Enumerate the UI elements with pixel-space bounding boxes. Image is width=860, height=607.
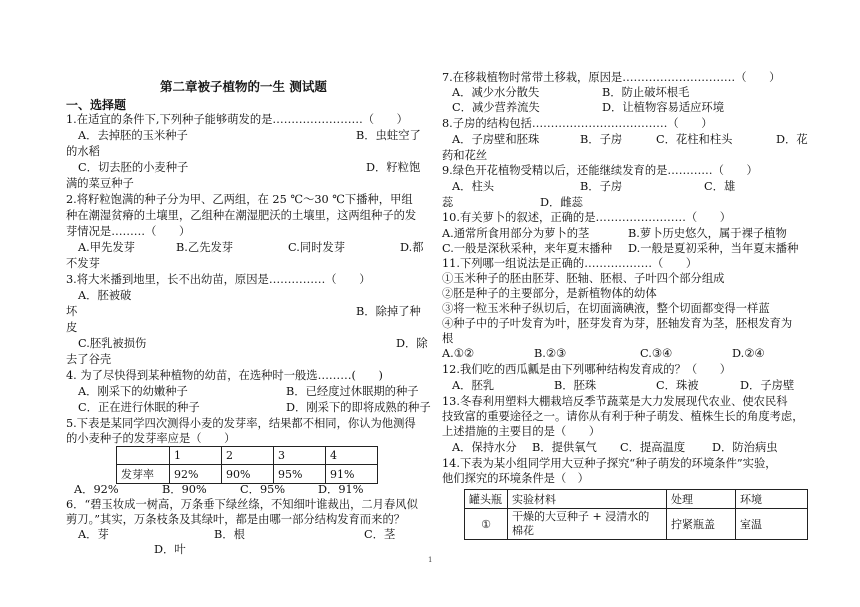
q2-option-a: A.甲先发芽	[78, 241, 135, 254]
table-cell: 95%	[274, 465, 326, 484]
q2-stem-1: 2.将籽粒饱满的种子分为甲、乙两组，在 25 ℃～30 ℃下播种，甲组	[66, 193, 413, 206]
q11-option-d: D.②④	[732, 347, 765, 360]
table-cell: 91%	[326, 465, 378, 484]
q7-option-c: C．减少营养流失	[452, 101, 540, 114]
q8-option-d-cont: 药和花丝	[442, 149, 488, 162]
q3-option-c: C.胚乳被损伤	[78, 337, 147, 350]
q5-stem-2: 的小麦种子的发芽率应是（ ）	[66, 432, 236, 445]
q11-stem: 11.下列哪一组说法是正确的………………（ ）	[442, 257, 698, 270]
q2-option-b: B.乙先发芽	[176, 241, 234, 254]
q6-stem-1: 6．“碧玉妆成一树高，万条垂下绿丝绦，不知细叶谁裁出，二月春风似	[66, 498, 418, 511]
q11-statement-3: ③将一粒玉米种子纵切后，在切面滴碘液，整个切面都变得一样蓝	[442, 302, 770, 315]
q5-option-c: C．95%	[240, 483, 286, 496]
q10-option-b: B.萝卜历史悠久，属于裸子植物	[628, 227, 787, 240]
table-cell: 罐头瓶	[465, 490, 508, 509]
table-row	[117, 465, 378, 484]
q6-option-a: A．芽	[78, 528, 109, 541]
q13-stem-1: 13.冬春利用塑料大棚栽培反季节蔬菜是大力发展现代农业、使农民科	[442, 395, 788, 408]
q5-option-a: A．92%	[74, 483, 119, 496]
q7-option-b: B．防止破坏根毛	[602, 86, 690, 99]
q7-option-a: A．减少水分散失	[452, 86, 540, 99]
q2-stem-3: 芽情况是………（ ）	[66, 225, 191, 238]
q3-option-a: A．胚被破	[78, 289, 132, 302]
q9-option-b: B．子房	[580, 180, 623, 193]
table-cell: 2	[222, 447, 274, 465]
q8-stem: 8.子房的结构包括………………………………（ ）	[442, 117, 713, 130]
q3-option-b-cont: 皮	[66, 321, 78, 334]
q1-option-b: B．虫蛀空了	[356, 129, 421, 142]
q6-option-d: D．叶	[154, 543, 186, 556]
q13-option-b: B．提供氧气	[532, 441, 597, 454]
q6-option-c: C．茎	[364, 528, 396, 541]
q13-stem-3: 上述措施的主要目的是（ ）	[442, 425, 601, 438]
q5-option-b: B．90%	[162, 483, 207, 496]
table-cell	[508, 509, 667, 540]
q9-option-c: C．雄	[704, 180, 736, 193]
q4-option-b: B．已经度过休眠期的种子	[286, 385, 419, 398]
q5-stem-1: 5.下表是某同学四次测得小麦的发芽率，结果都不相同，你认为他测得	[66, 417, 416, 430]
table-cell: 3	[274, 447, 326, 465]
q7-option-d: D．让植物容易适应环境	[602, 101, 725, 114]
table-cell: 室温	[736, 509, 808, 540]
table-row	[465, 490, 808, 509]
q9-stem: 9.绿色开花植物受精以后，还能继续发育的是…………（ ）	[442, 164, 758, 177]
q1-stem: 1.在适宜的条件下,下列种子能够萌发的是……………………（ ）	[66, 113, 408, 126]
q7-stem: 7.在移栽植物时常带土移栽，原因是…………………………（ ）	[442, 71, 781, 84]
q3-option-d-cont: 去了谷壳	[66, 353, 112, 366]
q4-stem: 4. 为了尽快得到某种植物的幼苗，在选种时一般选………( )	[66, 369, 383, 382]
q3-option-d: D．除	[396, 337, 428, 350]
q6-stem-2: 剪刀。”其实，万条枝条及其绿叶，都是由哪一部分结构发育而来的？	[66, 513, 406, 526]
material-line-2: 棉花	[512, 524, 534, 537]
table-cell: 90%	[222, 465, 274, 484]
q8-option-d: D．花	[776, 133, 808, 146]
q1-option-a: A．去掉胚的玉米种子	[78, 129, 188, 142]
q9-option-c-cont: 蕊	[442, 196, 454, 209]
table-cell: 拧紧瓶盖	[667, 509, 736, 540]
table-cell: 环境	[736, 490, 808, 509]
section-heading: 一、选择题	[66, 98, 127, 112]
q8-option-b: B．子房	[580, 133, 623, 146]
q12-option-b: B．胚珠	[554, 379, 597, 392]
table-row	[117, 447, 378, 465]
q9-option-a: A．柱头	[452, 180, 495, 193]
table-row	[465, 509, 808, 540]
table-cell: 处理	[667, 490, 736, 509]
q8-option-c: C．花柱和柱头	[656, 133, 733, 146]
material-line-1: 干燥的大豆种子 + 浸清水的	[512, 510, 650, 523]
q2-option-d: D.都	[400, 241, 424, 254]
table-cell: ①	[465, 509, 508, 540]
table-cell: 发芽率	[117, 465, 170, 484]
q14-stem-1: 14.下表为某小组同学用大豆种子探究“种子萌发的环境条件”实验，	[442, 457, 777, 470]
q11-statement-1: ①玉米种子的胚由胚芽、胚轴、胚根、子叶四个部分组成	[442, 272, 725, 285]
q12-stem: 12.我们吃的西瓜瓤是由下列哪种结构发育成的？（ ）	[442, 363, 732, 376]
q1-option-d-cont: 满的菜豆种子	[66, 177, 134, 190]
table-cell	[117, 447, 170, 465]
q4-option-c: C．正在进行休眠的种子	[78, 401, 200, 414]
q12-option-c: C．珠被	[656, 379, 699, 392]
q3-option-b: B．除掉了种	[356, 305, 421, 318]
q5-option-d: D．91%	[318, 483, 364, 496]
q12-option-a: A．胚乳	[452, 379, 495, 392]
q11-option-a: A.①②	[442, 347, 475, 360]
page-number: 1	[428, 556, 433, 564]
q8-option-a: A．子房壁和胚珠	[452, 133, 540, 146]
table-cell: 4	[326, 447, 378, 465]
q13-stem-2: 技致富的重要途径之一。请你从有利于种子萌发、植株生长的角度考虑，	[442, 410, 804, 423]
q1-option-d: D．籽粒饱	[366, 161, 421, 174]
table-cell: 1	[170, 447, 222, 465]
q10-option-a: A.通常所食用部分为萝卜的茎	[442, 227, 590, 240]
q9-option-d: D．雌蕊	[540, 196, 583, 209]
q11-statement-2: ②胚是种子的主要部分，是新植物体的幼体	[442, 287, 657, 300]
q5-germination-table	[116, 446, 378, 484]
q11-statement-4: ④种子中的子叶发育为叶，胚芽发育为芽，胚轴发育为茎，胚根发育为	[442, 317, 793, 330]
q11-statement-4-cont: 根	[442, 332, 454, 345]
q4-option-a: A．刚采下的幼嫩种子	[78, 385, 188, 398]
page-title: 第二章被子植物的一生 测试题	[160, 79, 327, 94]
q14-experiment-table	[464, 489, 808, 540]
q1-option-b-cont: 的水稻	[66, 145, 100, 158]
q14-stem-2: 他们探究的环境条件是（ ）	[442, 472, 589, 485]
q2-option-d-cont: 不发芽	[66, 257, 100, 270]
q2-stem-2: 种在潮湿贫瘠的土壤里，乙组种在潮湿肥沃的土壤里，这两组种子的发	[66, 209, 417, 222]
q10-option-c: C.一般是深秋采种，来年夏末播种	[442, 242, 612, 255]
q10-stem: 10.有关萝卜的叙述，正确的是……………………（ ）	[442, 211, 732, 224]
q12-option-d: D．子房壁	[740, 379, 795, 392]
q13-option-a: A．保持水分	[452, 441, 517, 454]
q11-option-b: B.②③	[534, 347, 567, 360]
q2-option-c: C.同时发芽	[288, 241, 346, 254]
q13-option-c: C．提高温度	[620, 441, 686, 454]
q6-option-b: B．根	[214, 528, 245, 541]
q4-option-d: D．刚采下的即将成熟的种子	[286, 401, 431, 414]
table-cell: 92%	[170, 465, 222, 484]
q3-stem: 3.将大米播到地里，长不出幼苗，原因是……………（ ）	[66, 273, 371, 286]
q3-option-a-cont: 坏	[66, 305, 78, 318]
q10-option-d: D.一般是夏初采种，当年夏末播种	[628, 242, 799, 255]
table-cell: 实验材料	[508, 490, 667, 509]
q1-option-c: C．切去胚的小麦种子	[78, 161, 189, 174]
q13-option-d: D．防治病虫	[712, 441, 778, 454]
q11-option-c: C.③④	[640, 347, 673, 360]
